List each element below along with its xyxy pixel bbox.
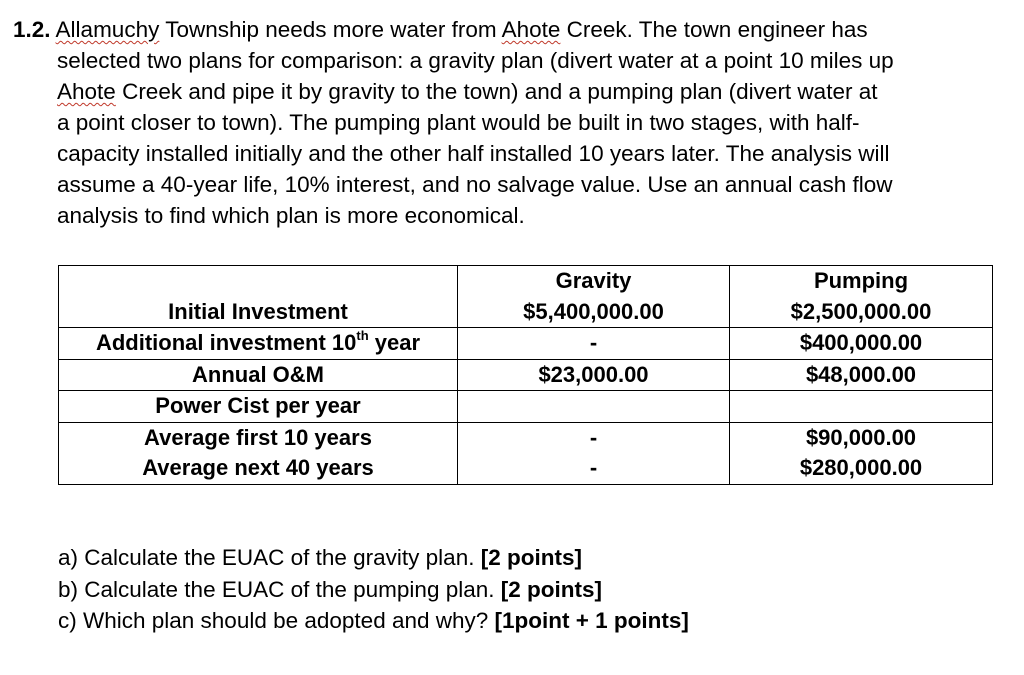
header-pumping: Pumping [813, 268, 909, 293]
header-gravity: Gravity [555, 268, 632, 293]
gravity-first10: - [589, 424, 598, 450]
problem-text: Creek. The town engineer has [560, 17, 868, 42]
pumping-om: $48,000.00 [730, 359, 993, 391]
pumping-averages [730, 422, 993, 484]
question-text: a) Calculate the EUAC of the gravity plan. [58, 545, 481, 570]
table-cell [59, 266, 458, 328]
row-label-additional [59, 328, 458, 360]
table-row [59, 422, 993, 484]
gravity-power [458, 391, 730, 423]
table-cell [458, 266, 730, 328]
row-label-om: Annual O&M [59, 359, 458, 391]
question-b [58, 574, 689, 606]
question-text: b) Calculate the EUAC of the pumping plan. [58, 576, 501, 602]
problem-text: Township needs more water from [159, 17, 502, 42]
table-row [59, 266, 993, 328]
row-label-first10 [59, 422, 458, 484]
pumping-power [730, 391, 993, 423]
row-label-next40: Average next 40 years [142, 455, 374, 480]
row-label-power: Power Cist per year [59, 391, 458, 423]
problem-line-5: capacity installed initially and the other half installed 10 years later. The analysis will [57, 141, 890, 166]
question-a [58, 542, 689, 574]
problem-line-1 [13, 14, 1013, 45]
problem-statement [13, 14, 1013, 231]
pumping-first10: $90,000.00 [805, 424, 917, 450]
label-superscript: th [356, 327, 369, 343]
problem-line-3 [13, 76, 1013, 107]
pumping-additional: $400,000.00 [730, 328, 993, 360]
label-text: year [368, 330, 421, 355]
problem-line-6: assume a 40-year life, 10% interest, and no salvage value. Use an annual cash flow [57, 172, 893, 197]
question-points: [2 points] [500, 576, 602, 602]
problem-text: Creek and pipe it by gravity to the town) and a pumping plan (divert water at [115, 79, 878, 104]
pumping-next40: $280,000.00 [799, 455, 923, 480]
spellcheck-word-allamuchy: Allamuchy [55, 17, 160, 42]
problem-line-7: analysis to find which plan is more economical. [57, 203, 525, 228]
gravity-next40: - [589, 455, 598, 480]
spellcheck-word-ahote: Ahote [501, 17, 561, 42]
gravity-additional: - [458, 328, 730, 360]
label-text: Additional investment 10 [95, 330, 357, 355]
table-row [59, 359, 993, 391]
row-label-initial: Initial Investment [168, 298, 348, 324]
label-text: Average first 10 years [144, 424, 372, 450]
question-text: c) Which plan should be adopted and why? [58, 608, 495, 633]
question-c [58, 605, 689, 637]
spellcheck-word-ahote: Ahote [57, 79, 116, 104]
problem-number: 1.2. [13, 17, 51, 42]
gravity-initial: $5,400,000.00 [523, 298, 664, 324]
problem-line-4: a point closer to town). The pumping plant would be built in two stages, with half- [57, 110, 860, 135]
questions [58, 542, 689, 637]
gravity-om: $23,000.00 [458, 359, 730, 391]
table-cell [730, 266, 993, 328]
table-row [59, 328, 993, 360]
question-points: [1point + 1 points] [494, 608, 689, 633]
cost-table [58, 265, 993, 485]
pumping-initial: $2,500,000.00 [790, 298, 932, 324]
problem-line-2: selected two plans for comparison: a gravity plan (divert water at a point 10 miles up [57, 48, 894, 73]
question-points: [2 points] [480, 545, 582, 570]
gravity-averages [458, 422, 730, 484]
table-row [59, 391, 993, 423]
